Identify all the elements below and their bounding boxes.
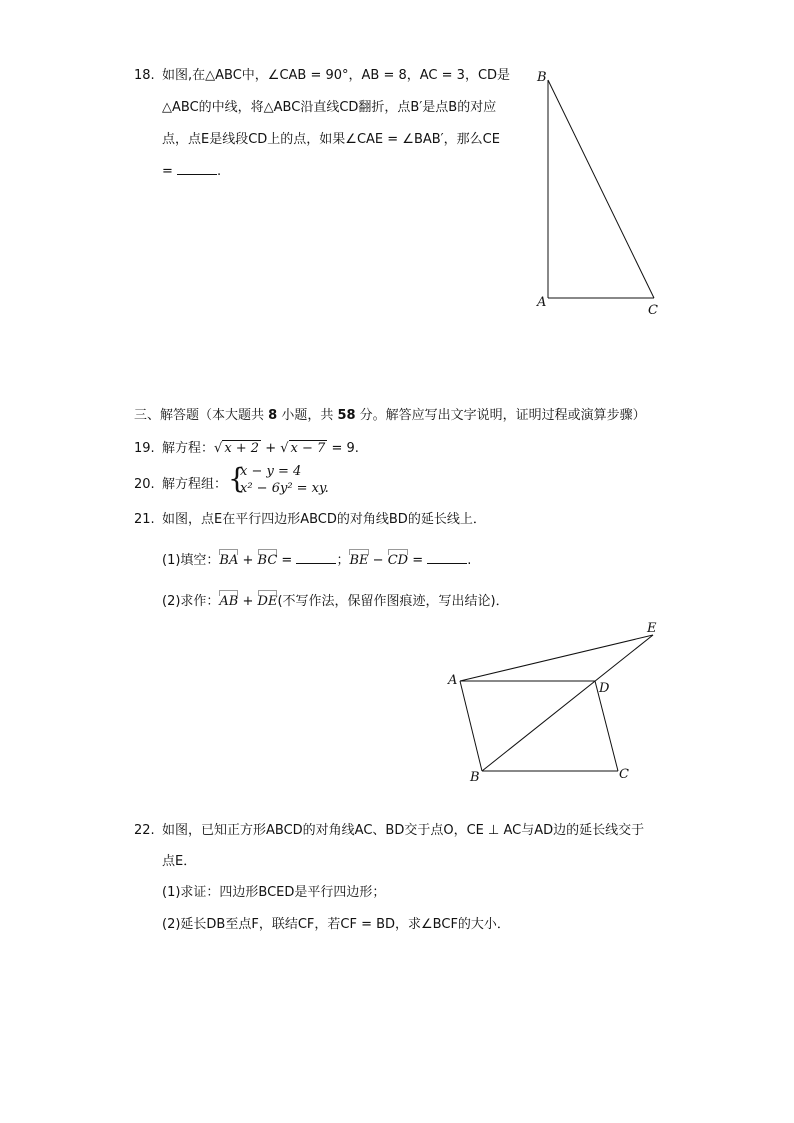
sqrt-sign-icon: √ bbox=[214, 441, 223, 456]
q21-parallelogram-figure bbox=[440, 615, 680, 790]
vector-CD: CD bbox=[388, 549, 408, 570]
segment-AB bbox=[460, 681, 482, 771]
vertex-label-A: A bbox=[448, 673, 458, 688]
vertex-label-B: B bbox=[470, 770, 480, 785]
equals-sign: = bbox=[277, 553, 297, 568]
q18-answer-blank bbox=[177, 162, 217, 175]
section-heading-part-1: 三、解答题（本大题共 bbox=[134, 408, 269, 423]
q21-part-1-end: . bbox=[467, 553, 472, 568]
plus-sign: + bbox=[238, 594, 258, 609]
section-heading-part-2: 小题，共 bbox=[277, 408, 338, 423]
vertex-label-A: A bbox=[537, 295, 547, 310]
left-brace-icon: { bbox=[228, 462, 246, 495]
q18-line-3: 点，点E是线段CD上的点，如果∠CAE = ∠BAB′，那么CE bbox=[162, 132, 500, 147]
minus-sign: − bbox=[368, 553, 388, 568]
section-heading-part-3: 分。解答应写出文字说明，证明过程或演算步骤） bbox=[355, 408, 646, 423]
sqrt-sign-icon: √ bbox=[280, 441, 289, 456]
q18-number: 18. bbox=[134, 68, 155, 83]
q22-line-2: 点E． bbox=[162, 854, 197, 869]
q18-end: . bbox=[217, 164, 222, 179]
q21-part-1-prefix: (1)填空： bbox=[162, 553, 220, 568]
vector-BE: BE bbox=[349, 549, 368, 570]
vertex-label-C: C bbox=[619, 767, 629, 782]
equals-sign: = bbox=[408, 553, 428, 568]
vertex-label-E: E bbox=[647, 621, 657, 636]
q20-equation-2-text: x² − 6y² = xy bbox=[240, 481, 325, 496]
q21-stem: 如图，点E在平行四边形ABCD的对角线BD的延长线上． bbox=[162, 512, 486, 527]
q20-equation-1: x − y = 4 bbox=[240, 464, 302, 479]
q21-number: 21. bbox=[134, 512, 155, 527]
q18-line-4 bbox=[162, 162, 221, 181]
q18-line-1: 如图,在△ABC中，∠CAB = 90°，AB = 8，AC = 3，CD是 bbox=[162, 68, 511, 83]
vertex-label-B: B bbox=[537, 70, 547, 85]
q21-part-2 bbox=[162, 590, 509, 611]
vertex-label-D: D bbox=[599, 681, 610, 696]
plus-sign: + bbox=[238, 553, 258, 568]
q21-answer-blank-1 bbox=[296, 551, 336, 564]
q20-prefix: 解方程组： bbox=[162, 477, 228, 492]
q22-number: 22. bbox=[134, 823, 155, 838]
q19-body bbox=[162, 440, 359, 458]
vector-DE: DE bbox=[258, 590, 278, 611]
q19-suffix: = 9. bbox=[327, 441, 359, 456]
q21-part-2-suffix: (不写作法，保留作图痕迹，写出结论)． bbox=[277, 594, 509, 609]
q18-triangle-figure bbox=[530, 66, 670, 326]
segment-BC bbox=[548, 80, 654, 298]
q22-line-1: 如图，已知正方形ABCD的对角线AC、BD交于点O，CE ⊥ AC与AD边的延长线交于 bbox=[162, 823, 645, 838]
q19-plus: + bbox=[261, 441, 281, 456]
q19-radicand-2: x − 7 bbox=[290, 441, 326, 456]
q20-number: 20. bbox=[134, 477, 155, 492]
section-question-count: 8 bbox=[268, 408, 278, 423]
q20-equation-2 bbox=[240, 481, 329, 497]
q18-line-2: △ABC的中线，将△ABC沿直线CD翻折，点B′是点B的对应 bbox=[162, 100, 497, 115]
q21-part-1 bbox=[162, 549, 471, 570]
q19-radicand-1: x + 2 bbox=[224, 441, 260, 456]
q21-answer-blank-2 bbox=[427, 551, 467, 564]
vector-BC: BC bbox=[258, 549, 278, 570]
vertex-label-C: C bbox=[648, 303, 658, 318]
vector-BA: BA bbox=[219, 549, 238, 570]
q22-part-1: (1)求证：四边形BCED是平行四边形； bbox=[162, 885, 386, 900]
q22-part-2: (2)延长DB至点F，联结CF，若CF = BD，求∠BCF的大小． bbox=[162, 917, 510, 932]
q18-equals: = bbox=[162, 164, 178, 179]
section-heading bbox=[134, 407, 646, 425]
vector-AB: AB bbox=[219, 590, 238, 611]
q19-number: 19. bbox=[134, 441, 155, 456]
q21-part-2-prefix: (2)求作： bbox=[162, 594, 220, 609]
section-score: 58 bbox=[337, 408, 356, 423]
q19-prefix: 解方程： bbox=[162, 441, 215, 456]
q20-end: . bbox=[324, 481, 329, 496]
separator: ； bbox=[336, 553, 350, 568]
